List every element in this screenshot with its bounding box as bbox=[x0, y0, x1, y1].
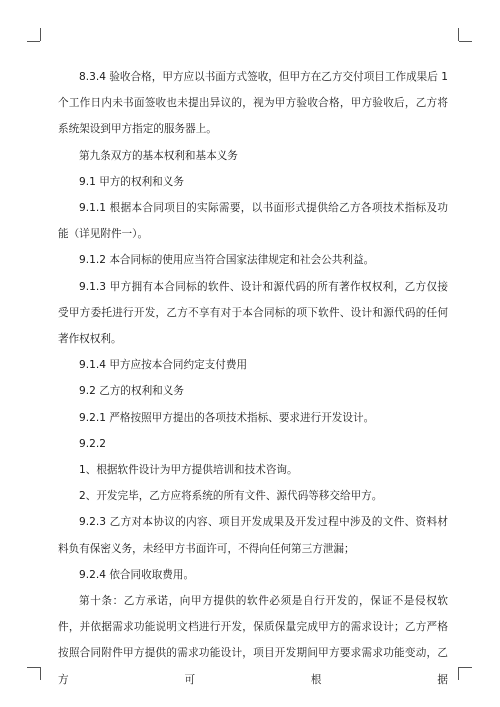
heading-article-9: 第九条双方的基本权利和基本义务 bbox=[79, 149, 238, 162]
heading-9-2-2: 9.2.2 bbox=[79, 437, 106, 450]
paragraph-8-3-4: 8.3.4 验收合格，甲方应以书面方式签收，但甲方在乙方交付项目工作成果后 1 个工作日内未书面签收也未提出异议的，视为甲方验收合格，甲方验收后，乙方将系统架设到甲方指定的服务器上。 bbox=[58, 71, 448, 136]
document-body bbox=[58, 64, 448, 693]
paragraph-9-1-2: 9.1.2 本合同标的使用应当符合国家法律规定和社会公共利益。 bbox=[79, 254, 375, 267]
paragraph-9-1-1: 9.1.1 根据本合同项目的实际需要，以书面形式提供给乙方各项技术指标及功能（详见附件一）。 bbox=[58, 202, 448, 241]
paragraph-article-10: 第十条：乙方承诺，向甲方提供的软件必须是自行开发的，保证不是侵权软件，并依据需求功能说明文档进行开发，保质保量完成甲方的需求设计；乙方严格按照合同附件甲方提供的需求功能设计，项目开发期间甲方要求需求功能变动，乙方可根据 bbox=[58, 595, 448, 686]
paragraph-9-2-3: 9.2.3 乙方对本协议的内容、项目开发成果及开发过程中涉及的文件、资料材料负有保密义务，未经甲方书面许可，不得向任何第三方泄漏； bbox=[58, 516, 448, 555]
paragraph-9-1-3: 9.1.3 甲方拥有本合同标的软件、设计和源代码的所有著作权权利，乙方仅接受甲方委托进行开发，乙方不享有对于本合同标的项下软件、设计和源代码的任何著作权权利。 bbox=[58, 280, 448, 346]
list-item-1: 1、根据软件设计为甲方提供培训和技术咨询。 bbox=[79, 464, 298, 477]
list-item-2: 2、开发完毕，乙方应将系统的所有文件、源代码等移交给甲方。 bbox=[79, 490, 383, 503]
heading-9-2: 9.2 乙方的权利和义务 bbox=[79, 385, 184, 398]
paragraph-9-2-1: 9.2.1 严格按照甲方提出的各项技术指标、要求进行开发设计。 bbox=[79, 411, 375, 424]
paragraph-9-1-4: 9.1.4 甲方应按本合同约定支付费用 bbox=[79, 359, 248, 372]
paragraph-9-2-4: 9.2.4 依合同收取费用。 bbox=[79, 568, 195, 581]
heading-9-1: 9.1 甲方的权利和义务 bbox=[79, 175, 184, 188]
